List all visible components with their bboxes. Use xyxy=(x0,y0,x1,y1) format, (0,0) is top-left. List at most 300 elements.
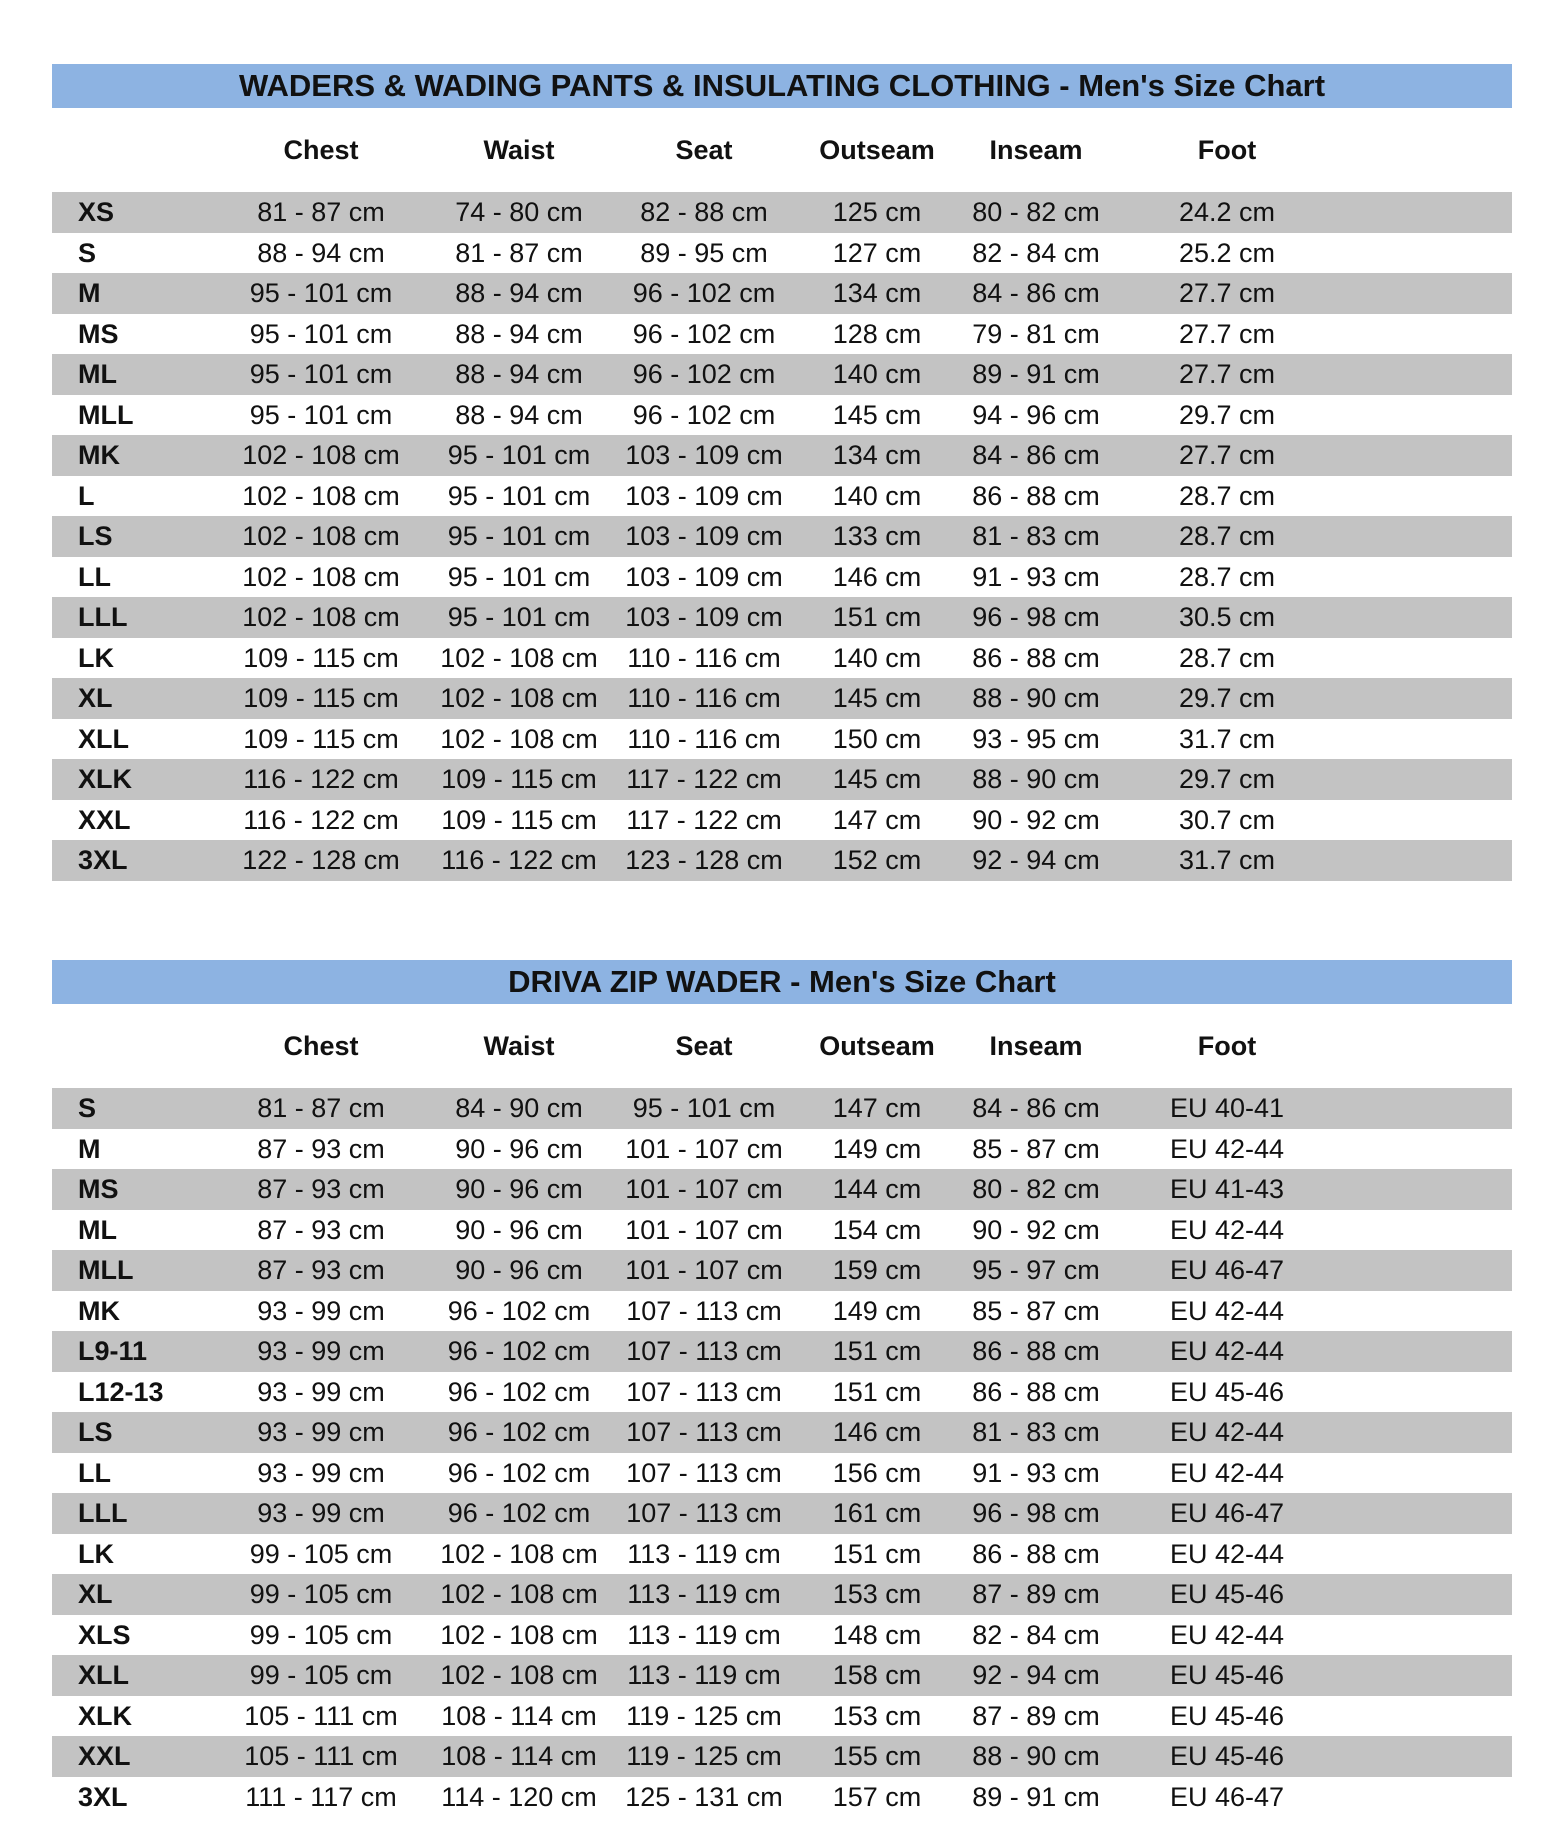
cell-inseam: 84 - 86 cm xyxy=(972,278,1100,308)
cell-outseam: 145 cm xyxy=(832,399,922,430)
cell-foot: 31.7 cm xyxy=(1178,845,1276,875)
cell-outseam: 151 cm xyxy=(832,1376,922,1407)
size-label: LL xyxy=(78,561,111,592)
table-row xyxy=(52,1210,1512,1251)
cell-inseam: 87 - 89 cm xyxy=(972,1700,1100,1731)
size-label: XXL xyxy=(78,804,131,835)
cell-outseam: 147 cm xyxy=(832,804,922,835)
cell-seat: 101 - 107 cm xyxy=(625,1255,783,1285)
cell-chest: 93 - 99 cm xyxy=(257,1457,385,1488)
table-row xyxy=(52,1736,1512,1777)
cell-foot: EU 42-44 xyxy=(1169,1214,1285,1245)
cell-outseam: 151 cm xyxy=(832,602,922,632)
cell-foot: 30.5 cm xyxy=(1178,602,1276,632)
cell-waist: 95 - 101 cm xyxy=(447,480,591,511)
cell-waist: 109 - 115 cm xyxy=(441,764,597,794)
cell-waist: 88 - 94 cm xyxy=(455,359,583,389)
column-header-seat: Seat xyxy=(675,1031,733,1061)
cell-chest: 93 - 99 cm xyxy=(257,1498,385,1528)
cell-waist: 90 - 96 cm xyxy=(455,1214,583,1245)
table-row xyxy=(52,557,1512,598)
size-label: MLL xyxy=(78,1255,134,1285)
cell-foot: EU 45-46 xyxy=(1169,1741,1285,1771)
cell-waist: 90 - 96 cm xyxy=(455,1133,583,1164)
cell-outseam: 140 cm xyxy=(832,480,922,511)
chart-title: WADERS & WADING PANTS & INSULATING CLOTHING - Men's Size Chart xyxy=(52,64,1512,108)
cell-chest: 87 - 93 cm xyxy=(257,1133,385,1164)
cell-foot: 30.7 cm xyxy=(1178,804,1276,835)
cell-foot: EU 46-47 xyxy=(1169,1498,1285,1528)
size-label: MK xyxy=(78,1295,120,1326)
size-label: LS xyxy=(78,1417,113,1447)
column-header-outseam: Outseam xyxy=(819,1031,935,1061)
column-header-chest: Chest xyxy=(283,1031,359,1061)
cell-inseam: 80 - 82 cm xyxy=(972,197,1100,227)
column-header-waist: Waist xyxy=(483,135,555,165)
cell-waist: 96 - 102 cm xyxy=(447,1457,591,1488)
cell-seat: 110 - 116 cm xyxy=(627,723,781,754)
cell-seat: 113 - 119 cm xyxy=(627,1579,781,1609)
cell-inseam: 90 - 92 cm xyxy=(972,1214,1100,1245)
size-label: 3XL xyxy=(78,845,128,875)
column-header-chest: Chest xyxy=(283,135,359,165)
table-row xyxy=(52,1129,1512,1170)
cell-outseam: 144 cm xyxy=(832,1174,922,1204)
cell-inseam: 89 - 91 cm xyxy=(972,359,1100,389)
size-label: M xyxy=(78,278,101,308)
size-label: L12-13 xyxy=(78,1376,164,1407)
table-row xyxy=(52,314,1512,355)
cell-foot: EU 42-44 xyxy=(1169,1538,1285,1569)
cell-inseam: 87 - 89 cm xyxy=(972,1579,1100,1609)
cell-inseam: 91 - 93 cm xyxy=(972,561,1100,592)
cell-outseam: 140 cm xyxy=(832,359,922,389)
cell-outseam: 158 cm xyxy=(832,1660,922,1690)
cell-inseam: 84 - 86 cm xyxy=(972,440,1100,470)
cell-outseam: 155 cm xyxy=(832,1741,922,1771)
cell-inseam: 79 - 81 cm xyxy=(972,318,1100,349)
cell-seat: 101 - 107 cm xyxy=(625,1133,783,1164)
table-row xyxy=(52,354,1512,395)
cell-inseam: 92 - 94 cm xyxy=(972,845,1100,875)
cell-foot: 28.7 cm xyxy=(1178,642,1276,673)
size-label: LLL xyxy=(78,602,128,632)
size-label: LLL xyxy=(78,1498,128,1528)
cell-inseam: 81 - 83 cm xyxy=(972,1417,1100,1447)
cell-chest: 99 - 105 cm xyxy=(249,1660,393,1690)
cell-waist: 108 - 114 cm xyxy=(441,1741,597,1771)
cell-seat: 96 - 102 cm xyxy=(632,278,776,308)
cell-foot: 29.7 cm xyxy=(1178,399,1276,430)
cell-waist: 102 - 108 cm xyxy=(440,1660,598,1690)
table-row xyxy=(52,800,1512,841)
cell-waist: 95 - 101 cm xyxy=(447,440,591,470)
cell-seat: 103 - 109 cm xyxy=(625,602,783,632)
size-label: XLS xyxy=(78,1619,131,1650)
cell-chest: 99 - 105 cm xyxy=(249,1619,393,1650)
cell-inseam: 86 - 88 cm xyxy=(972,642,1100,673)
size-label: LL xyxy=(78,1457,111,1488)
size-label: S xyxy=(78,1093,97,1123)
cell-seat: 125 - 131 cm xyxy=(625,1781,783,1812)
table-row xyxy=(52,1291,1512,1332)
cell-chest: 87 - 93 cm xyxy=(257,1214,385,1245)
cell-outseam: 159 cm xyxy=(832,1255,922,1285)
cell-foot: EU 42-44 xyxy=(1169,1295,1285,1326)
cell-waist: 90 - 96 cm xyxy=(455,1255,583,1285)
cell-chest: 102 - 108 cm xyxy=(242,602,400,632)
size-label: MS xyxy=(78,1174,119,1204)
cell-foot: EU 45-46 xyxy=(1169,1700,1285,1731)
table-row xyxy=(52,638,1512,679)
table-row xyxy=(52,1574,1512,1615)
table-row xyxy=(52,840,1512,881)
size-label: S xyxy=(78,237,97,268)
size-label: 3XL xyxy=(78,1781,128,1812)
size-chart-waders xyxy=(52,64,1512,881)
cell-seat: 123 - 128 cm xyxy=(625,845,783,875)
size-label: ML xyxy=(78,1214,117,1245)
cell-seat: 96 - 102 cm xyxy=(632,318,776,349)
cell-chest: 95 - 101 cm xyxy=(249,359,393,389)
cell-chest: 81 - 87 cm xyxy=(257,197,385,227)
cell-seat: 110 - 116 cm xyxy=(627,683,781,713)
cell-seat: 113 - 119 cm xyxy=(627,1660,781,1690)
cell-chest: 95 - 101 cm xyxy=(249,318,393,349)
cell-waist: 95 - 101 cm xyxy=(447,521,591,551)
size-label: XL xyxy=(78,1579,113,1609)
cell-outseam: 152 cm xyxy=(832,845,922,875)
column-header-seat: Seat xyxy=(675,135,733,165)
size-label: MLL xyxy=(78,399,134,430)
cell-waist: 102 - 108 cm xyxy=(440,1538,598,1569)
size-label: M xyxy=(78,1133,101,1164)
cell-foot: EU 46-47 xyxy=(1169,1255,1285,1285)
table-row xyxy=(52,435,1512,476)
cell-seat: 107 - 113 cm xyxy=(626,1295,782,1326)
cell-seat: 107 - 113 cm xyxy=(626,1457,782,1488)
cell-waist: 95 - 101 cm xyxy=(447,602,591,632)
cell-seat: 117 - 122 cm xyxy=(626,764,782,794)
column-header-inseam: Inseam xyxy=(989,135,1083,165)
cell-chest: 93 - 99 cm xyxy=(257,1336,385,1366)
size-label: XLK xyxy=(78,1700,132,1731)
table-row xyxy=(52,1331,1512,1372)
cell-foot: 28.7 cm xyxy=(1178,561,1276,592)
cell-foot: 24.2 cm xyxy=(1178,197,1276,227)
size-label: MK xyxy=(78,440,120,470)
cell-outseam: 147 cm xyxy=(832,1093,922,1123)
cell-chest: 122 - 128 cm xyxy=(242,845,400,875)
table-row xyxy=(52,273,1512,314)
cell-foot: EU 40-41 xyxy=(1169,1093,1285,1123)
chart-title: DRIVA ZIP WADER - Men's Size Chart xyxy=(52,960,1512,1004)
column-header-outseam: Outseam xyxy=(819,135,935,165)
table-row xyxy=(52,597,1512,638)
cell-chest: 93 - 99 cm xyxy=(257,1295,385,1326)
cell-chest: 102 - 108 cm xyxy=(242,561,400,592)
cell-chest: 99 - 105 cm xyxy=(249,1579,393,1609)
cell-seat: 107 - 113 cm xyxy=(626,1417,782,1447)
cell-chest: 93 - 99 cm xyxy=(257,1417,385,1447)
cell-inseam: 86 - 88 cm xyxy=(972,480,1100,511)
column-header-foot: Foot xyxy=(1197,1031,1257,1061)
table-row xyxy=(52,1534,1512,1575)
cell-seat: 82 - 88 cm xyxy=(640,197,768,227)
cell-inseam: 85 - 87 cm xyxy=(972,1133,1100,1164)
cell-foot: 25.2 cm xyxy=(1178,237,1276,268)
size-label: XLL xyxy=(78,1660,129,1690)
table-row xyxy=(52,1372,1512,1413)
cell-outseam: 154 cm xyxy=(832,1214,922,1245)
cell-waist: 74 - 80 cm xyxy=(455,197,583,227)
cell-outseam: 157 cm xyxy=(832,1781,922,1812)
table-row xyxy=(52,678,1512,719)
size-label: LS xyxy=(78,521,113,551)
size-label: L xyxy=(78,480,95,511)
cell-inseam: 96 - 98 cm xyxy=(972,1498,1100,1528)
cell-waist: 96 - 102 cm xyxy=(447,1417,591,1447)
cell-foot: EU 42-44 xyxy=(1169,1457,1285,1488)
cell-waist: 108 - 114 cm xyxy=(441,1700,597,1731)
cell-seat: 96 - 102 cm xyxy=(632,359,776,389)
cell-foot: 27.7 cm xyxy=(1178,318,1276,349)
cell-foot: EU 45-46 xyxy=(1169,1579,1285,1609)
cell-foot: 27.7 cm xyxy=(1178,359,1276,389)
cell-foot: EU 45-46 xyxy=(1169,1376,1285,1407)
cell-foot: EU 45-46 xyxy=(1169,1660,1285,1690)
cell-seat: 103 - 109 cm xyxy=(625,480,783,511)
size-label: LK xyxy=(78,1538,114,1569)
cell-waist: 102 - 108 cm xyxy=(440,683,598,713)
table-row xyxy=(52,759,1512,800)
cell-chest: 95 - 101 cm xyxy=(249,278,393,308)
cell-chest: 88 - 94 cm xyxy=(257,237,385,268)
table-row xyxy=(52,1250,1512,1291)
cell-waist: 95 - 101 cm xyxy=(447,561,591,592)
cell-waist: 84 - 90 cm xyxy=(455,1093,583,1123)
cell-inseam: 82 - 84 cm xyxy=(972,237,1100,268)
table-row xyxy=(52,719,1512,760)
cell-outseam: 128 cm xyxy=(832,318,922,349)
cell-seat: 117 - 122 cm xyxy=(626,804,782,835)
cell-chest: 93 - 99 cm xyxy=(257,1376,385,1407)
cell-inseam: 82 - 84 cm xyxy=(972,1619,1100,1650)
cell-inseam: 86 - 88 cm xyxy=(972,1336,1100,1366)
cell-seat: 101 - 107 cm xyxy=(625,1174,783,1204)
cell-seat: 103 - 109 cm xyxy=(625,440,783,470)
size-label: XLK xyxy=(78,764,132,794)
cell-waist: 102 - 108 cm xyxy=(440,1579,598,1609)
cell-inseam: 89 - 91 cm xyxy=(972,1781,1100,1812)
cell-outseam: 127 cm xyxy=(832,237,922,268)
cell-waist: 90 - 96 cm xyxy=(455,1174,583,1204)
cell-foot: EU 41-43 xyxy=(1169,1174,1285,1204)
cell-outseam: 145 cm xyxy=(832,764,922,794)
cell-seat: 103 - 109 cm xyxy=(625,561,783,592)
column-header-waist: Waist xyxy=(483,1031,555,1061)
cell-chest: 105 - 111 cm xyxy=(244,1700,398,1731)
cell-seat: 96 - 102 cm xyxy=(632,399,776,430)
table-row xyxy=(52,1412,1512,1453)
cell-waist: 114 - 120 cm xyxy=(441,1781,597,1812)
cell-inseam: 81 - 83 cm xyxy=(972,521,1100,551)
cell-outseam: 156 cm xyxy=(832,1457,922,1488)
cell-outseam: 150 cm xyxy=(832,723,922,754)
cell-foot: EU 42-44 xyxy=(1169,1336,1285,1366)
size-label: ML xyxy=(78,359,117,389)
cell-chest: 81 - 87 cm xyxy=(257,1093,385,1123)
cell-seat: 119 - 125 cm xyxy=(626,1741,782,1771)
cell-seat: 107 - 113 cm xyxy=(626,1376,782,1407)
cell-inseam: 84 - 86 cm xyxy=(972,1093,1100,1123)
cell-foot: 28.7 cm xyxy=(1178,480,1276,511)
table-row xyxy=(52,192,1512,233)
cell-seat: 107 - 113 cm xyxy=(626,1498,782,1528)
cell-inseam: 88 - 90 cm xyxy=(972,1741,1100,1771)
size-label: XXL xyxy=(78,1741,131,1771)
table-row xyxy=(52,1493,1512,1534)
size-label: MS xyxy=(78,318,119,349)
cell-waist: 88 - 94 cm xyxy=(455,318,583,349)
cell-inseam: 88 - 90 cm xyxy=(972,764,1100,794)
cell-foot: 27.7 cm xyxy=(1178,440,1276,470)
size-label: XLL xyxy=(78,723,129,754)
cell-outseam: 161 cm xyxy=(832,1498,922,1528)
size-label: L9-11 xyxy=(78,1336,148,1366)
cell-waist: 88 - 94 cm xyxy=(455,278,583,308)
cell-inseam: 96 - 98 cm xyxy=(972,602,1100,632)
column-header-row xyxy=(52,1004,1512,1088)
cell-outseam: 146 cm xyxy=(832,561,922,592)
cell-seat: 89 - 95 cm xyxy=(640,237,768,268)
cell-inseam: 94 - 96 cm xyxy=(972,399,1100,430)
cell-foot: EU 46-47 xyxy=(1169,1781,1285,1812)
cell-waist: 96 - 102 cm xyxy=(447,1336,591,1366)
cell-chest: 87 - 93 cm xyxy=(257,1255,385,1285)
size-table-body xyxy=(52,192,1512,881)
size-label: XS xyxy=(78,197,115,227)
cell-foot: 29.7 cm xyxy=(1178,683,1276,713)
table-row xyxy=(52,395,1512,436)
column-header-inseam: Inseam xyxy=(989,1031,1083,1061)
cell-outseam: 145 cm xyxy=(832,683,922,713)
cell-inseam: 80 - 82 cm xyxy=(972,1174,1100,1204)
cell-chest: 95 - 101 cm xyxy=(249,399,393,430)
table-row xyxy=(52,1453,1512,1494)
cell-outseam: 151 cm xyxy=(832,1336,922,1366)
table-row xyxy=(52,1777,1512,1818)
table-row xyxy=(52,1655,1512,1696)
size-label: LK xyxy=(78,642,114,673)
cell-outseam: 149 cm xyxy=(832,1295,922,1326)
cell-waist: 102 - 108 cm xyxy=(440,723,598,754)
cell-outseam: 140 cm xyxy=(832,642,922,673)
cell-inseam: 93 - 95 cm xyxy=(972,723,1100,754)
cell-waist: 102 - 108 cm xyxy=(440,1619,598,1650)
table-row xyxy=(52,1696,1512,1737)
cell-outseam: 148 cm xyxy=(832,1619,922,1650)
cell-outseam: 146 cm xyxy=(832,1417,922,1447)
cell-foot: 28.7 cm xyxy=(1178,521,1276,551)
cell-foot: EU 42-44 xyxy=(1169,1133,1285,1164)
cell-chest: 109 - 115 cm xyxy=(243,723,399,754)
cell-chest: 116 - 122 cm xyxy=(243,764,399,794)
cell-waist: 96 - 102 cm xyxy=(447,1376,591,1407)
cell-waist: 109 - 115 cm xyxy=(441,804,597,835)
cell-inseam: 90 - 92 cm xyxy=(972,804,1100,835)
table-row xyxy=(52,516,1512,557)
cell-chest: 87 - 93 cm xyxy=(257,1174,385,1204)
cell-inseam: 91 - 93 cm xyxy=(972,1457,1100,1488)
size-table-body xyxy=(52,1088,1512,1817)
cell-foot: EU 42-44 xyxy=(1169,1619,1285,1650)
cell-outseam: 134 cm xyxy=(832,278,922,308)
cell-chest: 105 - 111 cm xyxy=(244,1741,398,1771)
cell-inseam: 95 - 97 cm xyxy=(972,1255,1100,1285)
cell-foot: 27.7 cm xyxy=(1178,278,1276,308)
cell-seat: 103 - 109 cm xyxy=(625,521,783,551)
column-header-foot: Foot xyxy=(1197,135,1257,165)
cell-seat: 119 - 125 cm xyxy=(626,1700,782,1731)
cell-seat: 107 - 113 cm xyxy=(626,1336,782,1366)
cell-chest: 109 - 115 cm xyxy=(243,683,399,713)
cell-outseam: 151 cm xyxy=(832,1538,922,1569)
cell-outseam: 125 cm xyxy=(832,197,922,227)
size-chart-driva-zip-wader xyxy=(52,960,1512,1817)
cell-inseam: 85 - 87 cm xyxy=(972,1295,1100,1326)
cell-chest: 102 - 108 cm xyxy=(242,440,400,470)
cell-waist: 88 - 94 cm xyxy=(455,399,583,430)
cell-outseam: 153 cm xyxy=(832,1579,922,1609)
cell-seat: 101 - 107 cm xyxy=(625,1214,783,1245)
cell-outseam: 133 cm xyxy=(832,521,922,551)
table-row xyxy=(52,1088,1512,1129)
cell-foot: EU 42-44 xyxy=(1169,1417,1285,1447)
cell-waist: 96 - 102 cm xyxy=(447,1295,591,1326)
cell-waist: 102 - 108 cm xyxy=(440,642,598,673)
cell-chest: 111 - 117 cm xyxy=(245,1781,397,1812)
cell-outseam: 153 cm xyxy=(832,1700,922,1731)
cell-seat: 110 - 116 cm xyxy=(627,642,781,673)
cell-waist: 116 - 122 cm xyxy=(441,845,597,875)
cell-inseam: 86 - 88 cm xyxy=(972,1376,1100,1407)
cell-inseam: 92 - 94 cm xyxy=(972,1660,1100,1690)
cell-chest: 99 - 105 cm xyxy=(249,1538,393,1569)
column-header-row xyxy=(52,108,1512,192)
cell-seat: 95 - 101 cm xyxy=(632,1093,776,1123)
table-row xyxy=(52,476,1512,517)
cell-outseam: 149 cm xyxy=(832,1133,922,1164)
table-row xyxy=(52,1169,1512,1210)
cell-outseam: 134 cm xyxy=(832,440,922,470)
cell-foot: 29.7 cm xyxy=(1178,764,1276,794)
table-row xyxy=(52,233,1512,274)
cell-seat: 113 - 119 cm xyxy=(627,1538,781,1569)
cell-inseam: 88 - 90 cm xyxy=(972,683,1100,713)
cell-chest: 102 - 108 cm xyxy=(242,480,400,511)
cell-inseam: 86 - 88 cm xyxy=(972,1538,1100,1569)
cell-waist: 96 - 102 cm xyxy=(447,1498,591,1528)
cell-foot: 31.7 cm xyxy=(1178,723,1276,754)
table-row xyxy=(52,1615,1512,1656)
size-label: XL xyxy=(78,683,113,713)
cell-chest: 116 - 122 cm xyxy=(243,804,399,835)
cell-seat: 113 - 119 cm xyxy=(627,1619,781,1650)
cell-chest: 109 - 115 cm xyxy=(243,642,399,673)
cell-chest: 102 - 108 cm xyxy=(242,521,400,551)
cell-waist: 81 - 87 cm xyxy=(455,237,583,268)
